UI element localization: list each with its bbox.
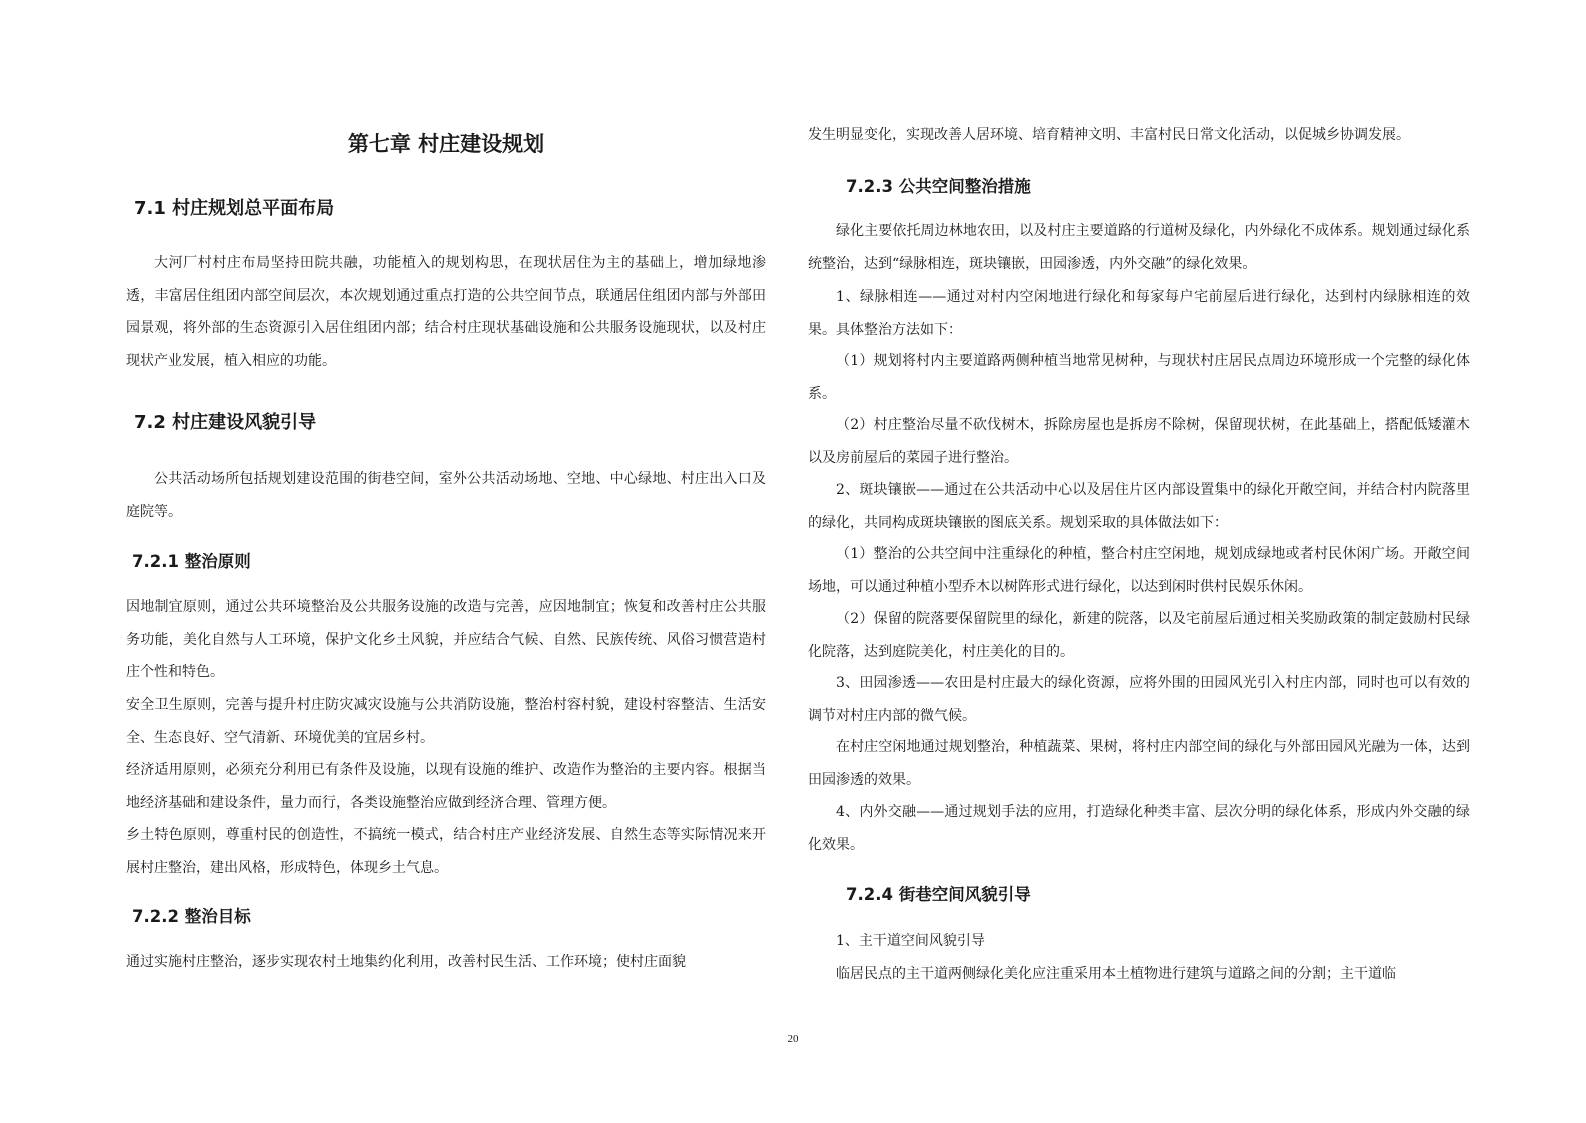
measure-1-paragraph: 1、绿脉相连——通过对村内空闲地进行绿化和每家每户宅前屋后进行绿化，达到村内绿脉相连的效果。具体整治方法如下： [808,289,1470,338]
goal-paragraph: 通过实施村庄整治，逐步实现农村土地集约化利用，改善村民生活、工作环境；使村庄面貌 [126,954,686,970]
principle-paragraph-1: 因地制宜原则，通过公共环境整治及公共服务设施的改造与完善，应因地制宜；恢复和改善村庄公共服务功能，美化自然与人工环境，保护文化乡土风貌，并应结合气候、自然、民族传统、风俗习惯营造村庄个性和特色。 [126,599,766,680]
section-7-1-heading: 7.1 村庄规划总平面布局 [134,198,335,219]
principle-paragraph-2: 安全卫生原则，完善与提升村庄防灾减灾设施与公共消防设施，整治村容村貌，建设村容整洁、生活安全、生态良好、空气清新、环境优美的宜居乡村。 [126,697,766,746]
measure-1b-paragraph: （2）村庄整治尽量不砍伐树木，拆除房屋也是拆房不除树，保留现状树，在此基础上，搭配低矮灌木以及房前屋后的菜园子进行整治。 [808,417,1470,466]
measure-1a-paragraph: （1）规划将村内主要道路两侧种植当地常见树种，与现状村庄居民点周边环境形成一个完整的绿化体系。 [808,353,1470,402]
measure-4-paragraph: 4、内外交融——通过规划手法的应用，打造绿化种类丰富、层次分明的绿化体系，形成内外交融的绿化效果。 [808,804,1470,853]
street-guide-item-1: 1、主干道空间风貌引导 [836,933,985,949]
section-7-2-paragraph: 公共活动场所包括规划建设范围的街巷空间，室外公共活动场地、空地、中心绿地、村庄出入口及庭院等。 [126,471,766,520]
greening-intro-paragraph: 绿化主要依托周边林地农田，以及村庄主要道路的行道树及绿化，内外绿化不成体系。规划通过绿化系统整治，达到“绿脉相连，斑块镶嵌，田园渗透，内外交融”的绿化效果。 [808,223,1470,272]
principle-paragraph-3: 经济适用原则，必须充分利用已有条件及设施，以现有设施的维护、改造作为整治的主要内容。根据当地经济基础和建设条件，量力而行，各类设施整治应做到经济合理、管理方便。 [126,762,766,811]
section-7-1-paragraph: 大河厂村村庄布局坚持田院共融，功能植入的规划构思，在现状居住为主的基础上，增加绿地渗透，丰富居住组团内部空间层次，本次规划通过重点打造的公共空间节点，联通居住组团内部与外部田园景观，将外部的生态资源引入居住组团内部；结合村庄现状基础设施和公共服务设施现状，以及村庄现状产业发展，植入相应的功能。 [126,255,766,369]
measure-3-paragraph: 3、田园渗透——农田是村庄最大的绿化资源，应将外围的田园风光引入村庄内部，同时也可以有效的调节对村庄内部的微气候。 [808,675,1470,724]
street-guide-paragraph: 临居民点的主干道两侧绿化美化应注重采用本土植物进行建筑与道路之间的分割；主干道临 [836,966,1396,982]
measure-3a-paragraph: 在村庄空闲地通过规划整治，种植蔬菜、果树，将村庄内部空间的绿化与外部田园风光融为一体，达到田园渗透的效果。 [808,739,1470,788]
section-7-2-heading: 7.2 村庄建设风貌引导 [134,412,317,433]
measure-2-paragraph: 2、斑块镶嵌——通过在公共活动中心以及居住片区内部设置集中的绿化开敞空间，并结合村内院落里的绿化，共同构成斑块镶嵌的图底关系。规划采取的具体做法如下： [808,482,1470,531]
section-7-2-4-heading: 7.2.4 街巷空间风貌引导 [846,885,1031,904]
continued-line: 发生明显变化，实现改善人居环境、培育精神文明、丰富村民日常文化活动，以促城乡协调发展。 [808,127,1410,143]
section-7-2-2-heading: 7.2.2 整治目标 [132,907,251,926]
measure-2b-paragraph: （2）保留的院落要保留院里的绿化，新建的院落，以及宅前屋后通过相关奖励政策的制定鼓励村民绿化院落，达到庭院美化，村庄美化的目的。 [808,611,1470,660]
section-7-2-3-heading: 7.2.3 公共空间整治措施 [846,177,1031,196]
chapter-title: 第七章 村庄建设规划 [347,132,545,156]
measure-2a-paragraph: （1）整治的公共空间中注重绿化的种植，整合村庄空闲地，规划成绿地或者村民休闲广场。开敞空间场地，可以通过种植小型乔木以树阵形式进行绿化，以达到闲时供村民娱乐休闲。 [808,546,1470,595]
principle-paragraph-4: 乡土特色原则，尊重村民的创造性，不搞统一模式，结合村庄产业经济发展、自然生态等实际情况来开展村庄整治，建出风格，形成特色，体现乡土气息。 [126,827,766,876]
section-7-2-1-heading: 7.2.1 整治原则 [132,552,251,571]
page-number: 20 [787,1033,799,1045]
